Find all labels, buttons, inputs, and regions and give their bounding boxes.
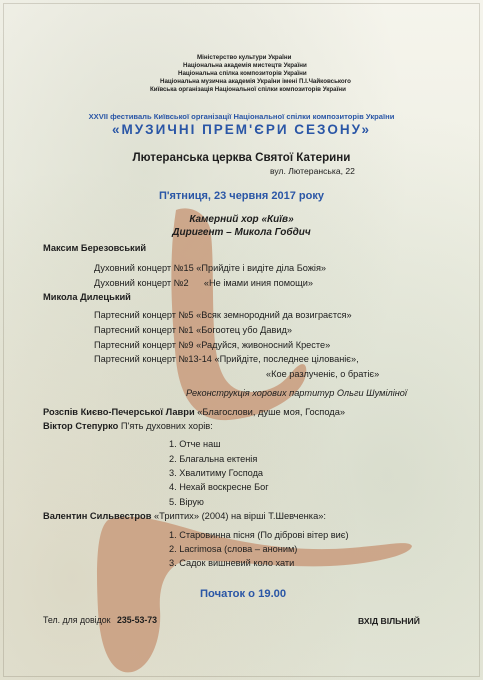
organizer-line-1: Міністерство культури України [197, 54, 292, 61]
choir-name: Камерний хор «Київ» [189, 214, 294, 225]
list-item: 5. Вірую [169, 497, 204, 507]
list-item: 1. Старовинна пісня (По діброві вітер виє) [169, 530, 349, 540]
list-item: 2. Благальна ектенія [169, 454, 258, 464]
stepurko-line [43, 421, 213, 431]
composer-name: Максим Березовський [43, 243, 147, 253]
program-work: Партесний концерт №13-14 «Прийдіте, последнее цілованіє», [94, 354, 359, 364]
program-work: «Благослови, душе моя, Господа» [194, 407, 346, 417]
program-work: Партесний концерт №9 «Радуйся, живоносний Кресте» [94, 340, 331, 350]
list-item: 3. Садок вишневий коло хати [169, 558, 295, 568]
program-work: Партесний концерт №1 «Богоотец убо Давид» [94, 325, 292, 335]
free-entry: ВХІД ВІЛЬНИЙ [358, 616, 420, 626]
start-time: Початок о 19.00 [200, 588, 287, 600]
program-work: Партесний концерт №5 «Всяк земнородний да возиграєтся» [94, 310, 352, 320]
list-item: 1. Отче наш [169, 439, 221, 449]
program-work: Духовний концерт №15 «Прийдіте і видіте діла Божія» [94, 263, 327, 273]
composer-name: Микола Дилецький [43, 292, 131, 302]
program-work: «Триптих» (2004) на вірші Т.Шевченка»: [151, 511, 326, 521]
organizer-line-4: Національна музична академія України імені П.І.Чайковського [160, 78, 351, 85]
organizer-line-3: Національна спілка композиторів України [178, 70, 307, 77]
phone-number: 235-53-73 [116, 615, 158, 625]
lavra-line [43, 407, 345, 417]
composer-name: Віктор Степурко [43, 421, 119, 431]
composer-name: Розспів Києво-Печерської Лаври [43, 407, 195, 417]
list-item: 3. Хвалитиму Господа [169, 468, 264, 478]
program-work-continuation: «Кое разлученіє, о братіє» [266, 369, 380, 379]
list-item: 4. Нехай воскресне Бог [169, 482, 269, 492]
sylvestrov-line [43, 511, 326, 521]
program-work: П'ять духовних хорів: [118, 421, 213, 431]
phone-info [43, 615, 157, 625]
festival-line: XXVII фестиваль Київської організації Національної спілки композиторів України [88, 112, 395, 121]
conductor: Диригент – Микола Гобдич [172, 227, 311, 238]
festival-title: «МУЗИЧНІ ПРЕМ'ЄРИ СЕЗОНУ» [112, 122, 371, 137]
composer-name: Валентин Сильвестров [43, 511, 152, 521]
venue: Лютеранська церква Святої Катерини [132, 151, 351, 164]
concert-date: П'ятниця, 23 червня 2017 року [158, 190, 324, 202]
phone-label: Тел. для довідок [43, 615, 111, 625]
reconstruction-credit: Реконструкція хорових партитур Ольги Шуміліної [186, 388, 407, 398]
list-item: 2. Lacrimosa (слова – аноним) [169, 544, 298, 554]
organizer-line-5: Київська організація Національної спілки композиторів України [150, 86, 346, 93]
organizer-line-2: Національна академія мистецтв України [183, 62, 307, 69]
address: вул. Лютеранська, 22 [270, 166, 355, 176]
program-work: Духовний концерт №2 «Не імами иния помощи» [94, 278, 313, 288]
